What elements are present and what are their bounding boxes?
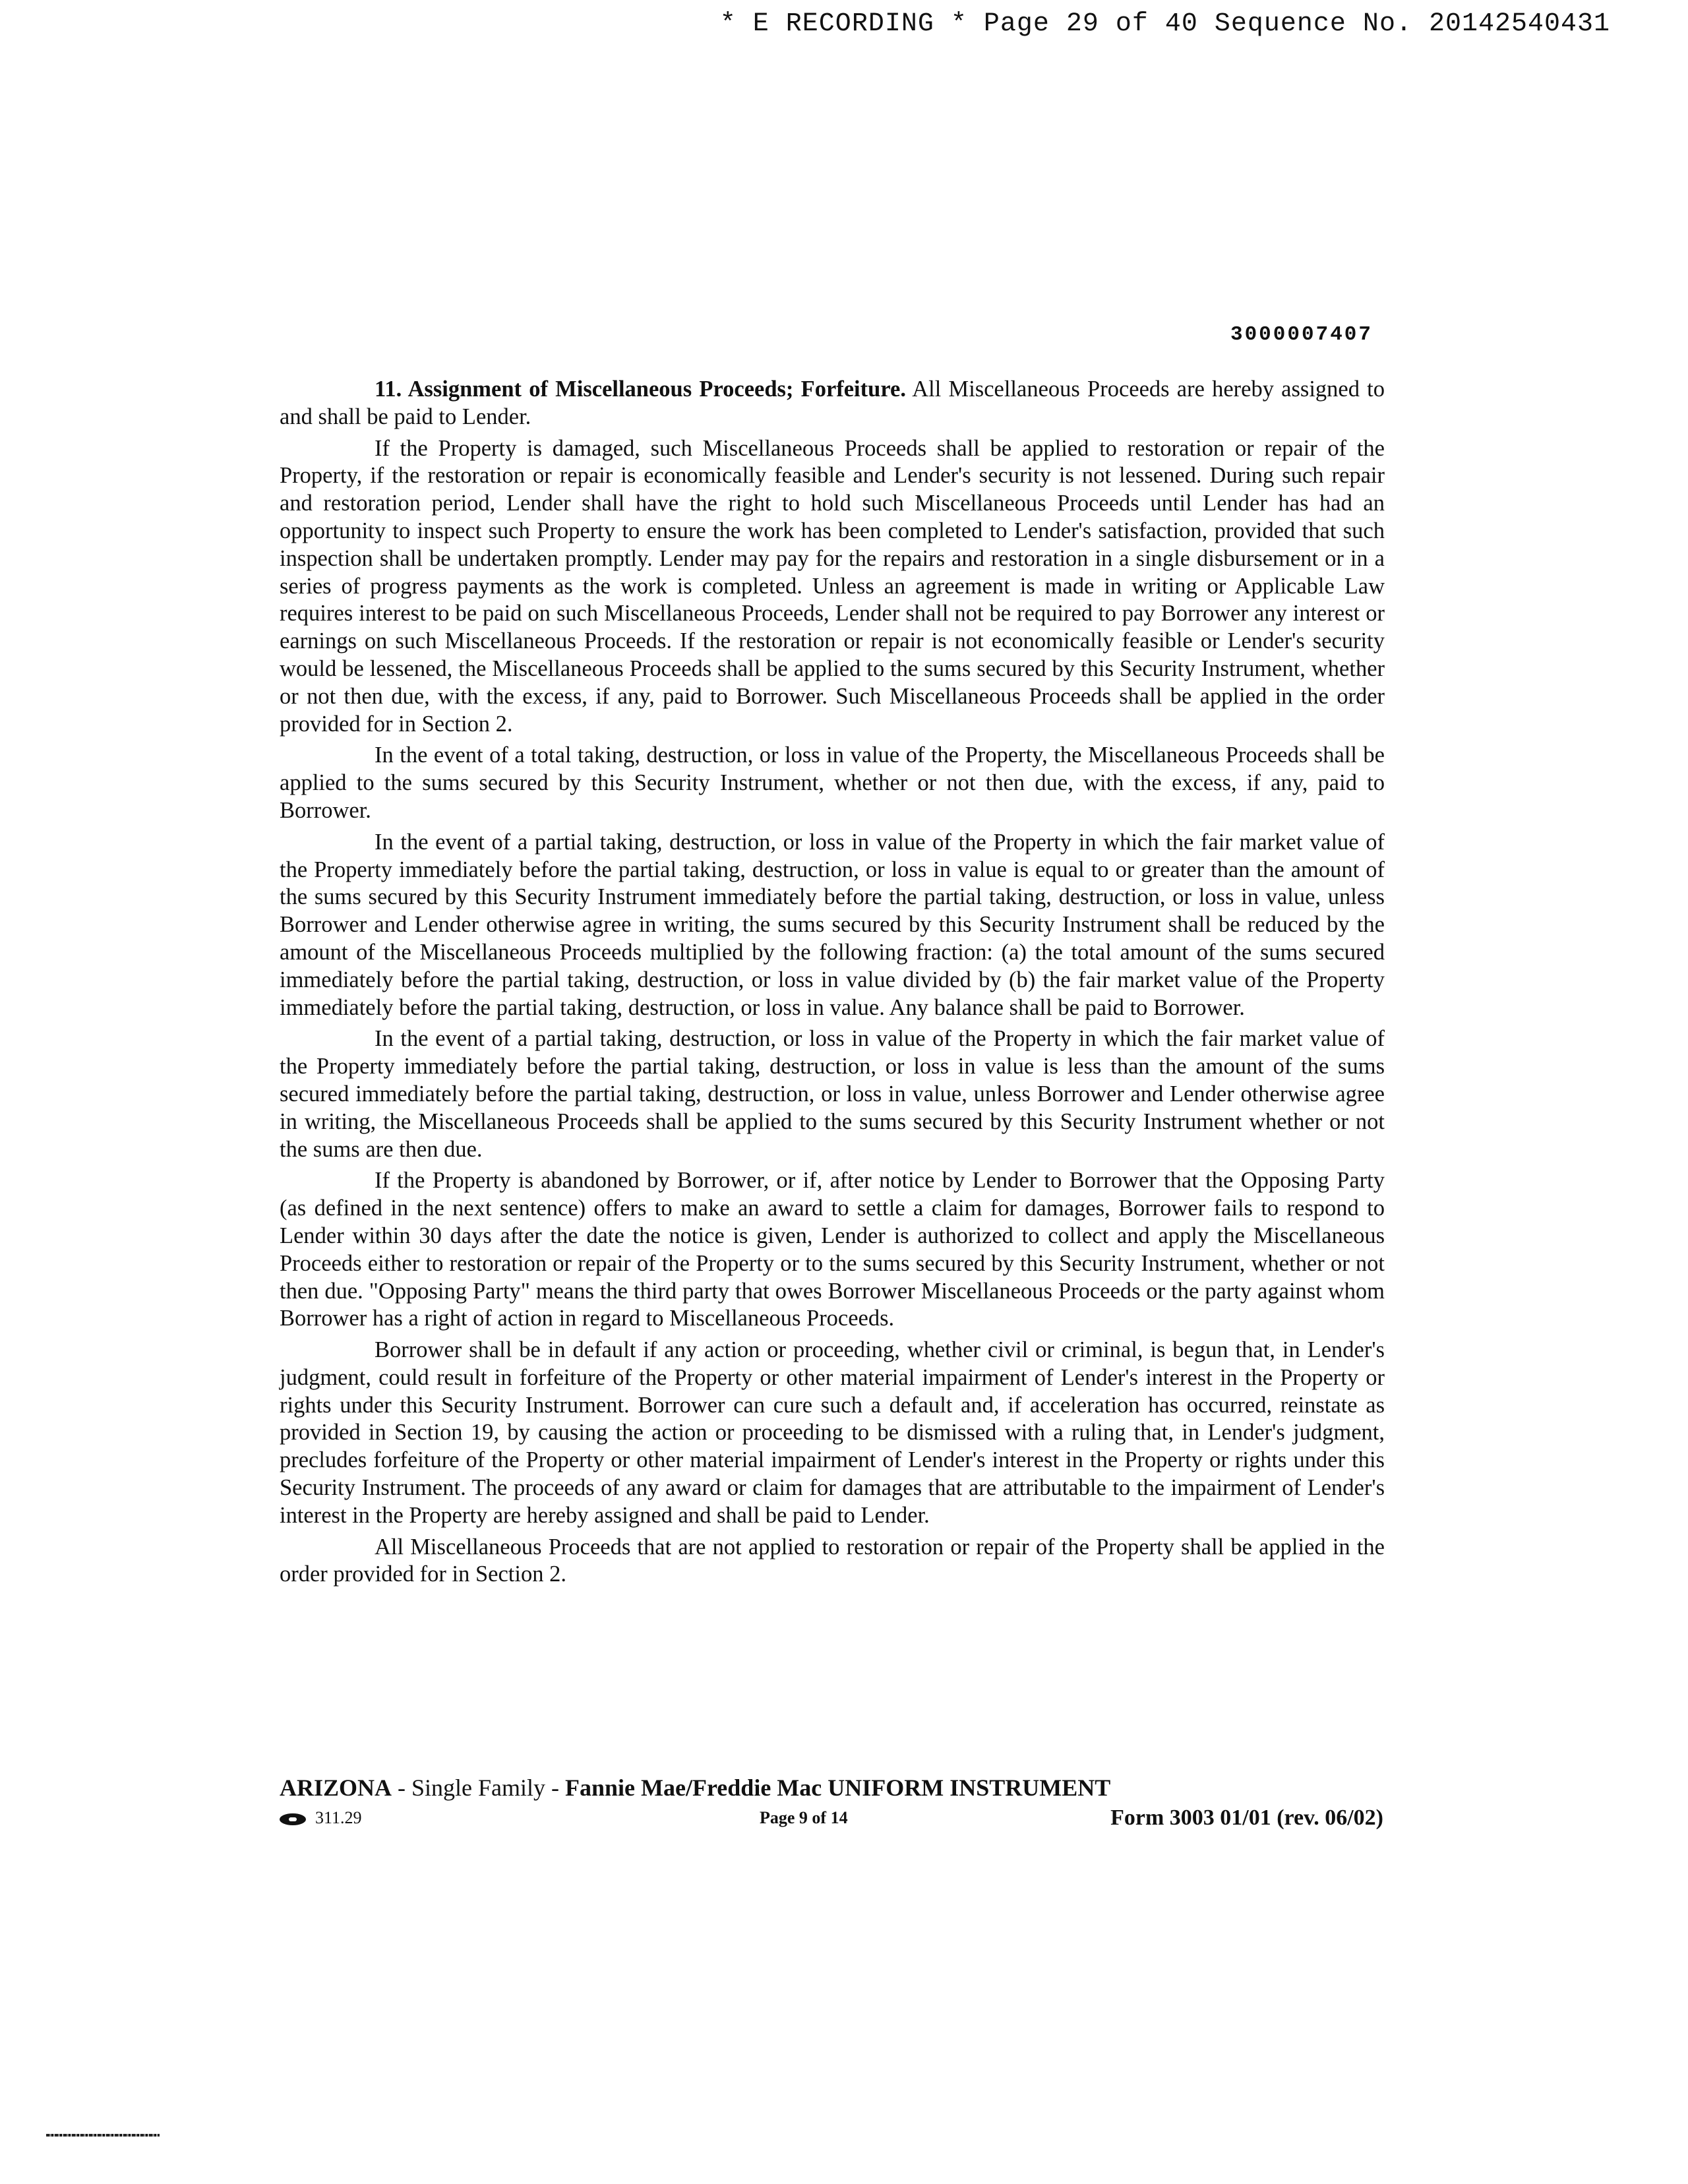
section-heading-paragraph [280, 376, 1385, 431]
paragraph-partial-taking-less: In the event of a partial taking, destruction, or loss in value of the Property in which the fair market value of the Property immediately before the partial taking, destruction, or loss in value is less than the amount of the sums secured immediately before the partial taking, destruction, or loss in value, unless Borrower and Lender otherwise agree in writing, the Miscellaneous Proceeds shall be applied to the sums secured by this Security Instrument whether or not the sums are then due. [280, 1026, 1385, 1162]
footer-form-code: 311.29 [315, 1808, 362, 1827]
footer-form-title [280, 1774, 1110, 1802]
paragraph-partial-taking-greater: In the event of a partial taking, destruction, or loss in value of the Property in which the fair market value of the Property immediately before the partial taking, destruction, or loss in value is equal to or greater than the amount of the sums secured by this Security Instrument immediately before the partial taking, destruction, or loss in value, unless Borrower and Lender otherwise agree in writing, the sums secured by this Security Instrument shall be reduced by the amount of the Miscellaneous Proceeds multiplied by the following fraction: (a) the total amount of the sums secured immediately before the partial taking, destruction, or loss in value divided by (b) the fair market value of the Property immediately before the partial taking, destruction, or loss in value. Any balance shall be paid to Borrower. [280, 829, 1385, 1020]
document-body [280, 376, 1385, 1592]
footer-page-number: Page 9 of 14 [760, 1808, 848, 1827]
recording-header: * E RECORDING * Page 29 of 40 Sequence No. 20142540431 [719, 9, 1610, 39]
section-title: 11. Assignment of Miscellaneous Proceeds; Forfeiture. [375, 377, 906, 402]
footer-state: ARIZONA [280, 1774, 392, 1801]
footer-code [280, 1808, 362, 1828]
paragraph-damage: If the Property is damaged, such Miscellaneous Proceeds shall be applied to restoration or repair of the Property, if the restoration or repair is economically feasible and Lender's security is not lessened. During such repair and restoration period, Lender shall have the right to hold such Miscellaneous Proceeds until Lender has had an opportunity to inspect such Property to ensure the work has been completed to Lender's satisfaction, provided that such inspection shall be undertaken promptly. Lender may pay for the repairs and restoration in a single disbursement or in a series of progress payments as the work is completed. Unless an agreement is made in writing or Applicable Law requires interest to be paid on such Miscellaneous Proceeds, Lender shall not be required to pay Borrower any interest or earnings on such Miscellaneous Proceeds. If the restoration or repair is not economically feasible or Lender's security would be lessened, the Miscellaneous Proceeds shall be applied to the sums secured by this Security Instrument, whether or not then due, with the excess, if any, paid to Borrower. Such Miscellaneous Proceeds shall be applied in the order provided for in Section 2. [280, 435, 1385, 737]
footer-row [280, 1805, 1383, 1838]
loan-number: 3000007407 [1230, 323, 1373, 346]
paragraph-abandonment: If the Property is abandoned by Borrower, or if, after notice by Lender to Borrower that the Opposing Party (as defined in the next sentence) offers to make an award to settle a claim for damages, Borrower fails to respond to Lender within 30 days after the date the notice is given, Lender is authorized to collect and apply the Miscellaneous Proceeds either to restoration or repair of the Property or to the sums secured by this Security Instrument, whether or not then due. "Opposing Party" means the third party that owes Borrower Miscellaneous Proceeds or the party against whom Borrower has a right of action in regard to Miscellaneous Proceeds. [280, 1168, 1385, 1331]
paragraph-application: All Miscellaneous Proceeds that are not applied to restoration or repair of the Property shall be applied in the order provided for in Section 2. [280, 1534, 1385, 1587]
footer-form-revision: Form 3003 01/01 (rev. 06/02) [1110, 1805, 1383, 1830]
publisher-logo-icon [280, 1813, 306, 1825]
section-intro: All Miscellaneous Proceeds are hereby assigned to and shall be paid to Lender. [280, 377, 1385, 429]
footer-form-name: Fannie Mae/Freddie Mac UNIFORM INSTRUMENT [565, 1774, 1111, 1801]
paragraph-default: Borrower shall be in default if any action or proceeding, whether civil or criminal, is begun that, in Lender's judgment, could result in forfeiture of the Property or other material impairment of Lender's interest in the Property or rights under this Security Instrument. Borrower can cure such a default and, if acceleration has occurred, reinstate as provided in Section 19, by causing the action or proceeding to be dismissed with a ruling that, in Lender's judgment, precludes forfeiture of the Property or other material impairment of Lender's interest in the Property or rights under this Security Instrument. The proceeds of any award or claim for damages that are attributable to the impairment of Lender's interest in the Property are hereby assigned and shall be paid to Lender. [280, 1337, 1385, 1528]
footer-form-type: - Single Family - [392, 1774, 566, 1801]
paragraph-total-taking: In the event of a total taking, destruction, or loss in value of the Property, the Miscellaneous Proceeds shall be applied to the sums secured by this Security Instrument, whether or not then due, with the excess, if any, paid to Borrower. [280, 743, 1385, 823]
scan-artifact [46, 2134, 160, 2137]
